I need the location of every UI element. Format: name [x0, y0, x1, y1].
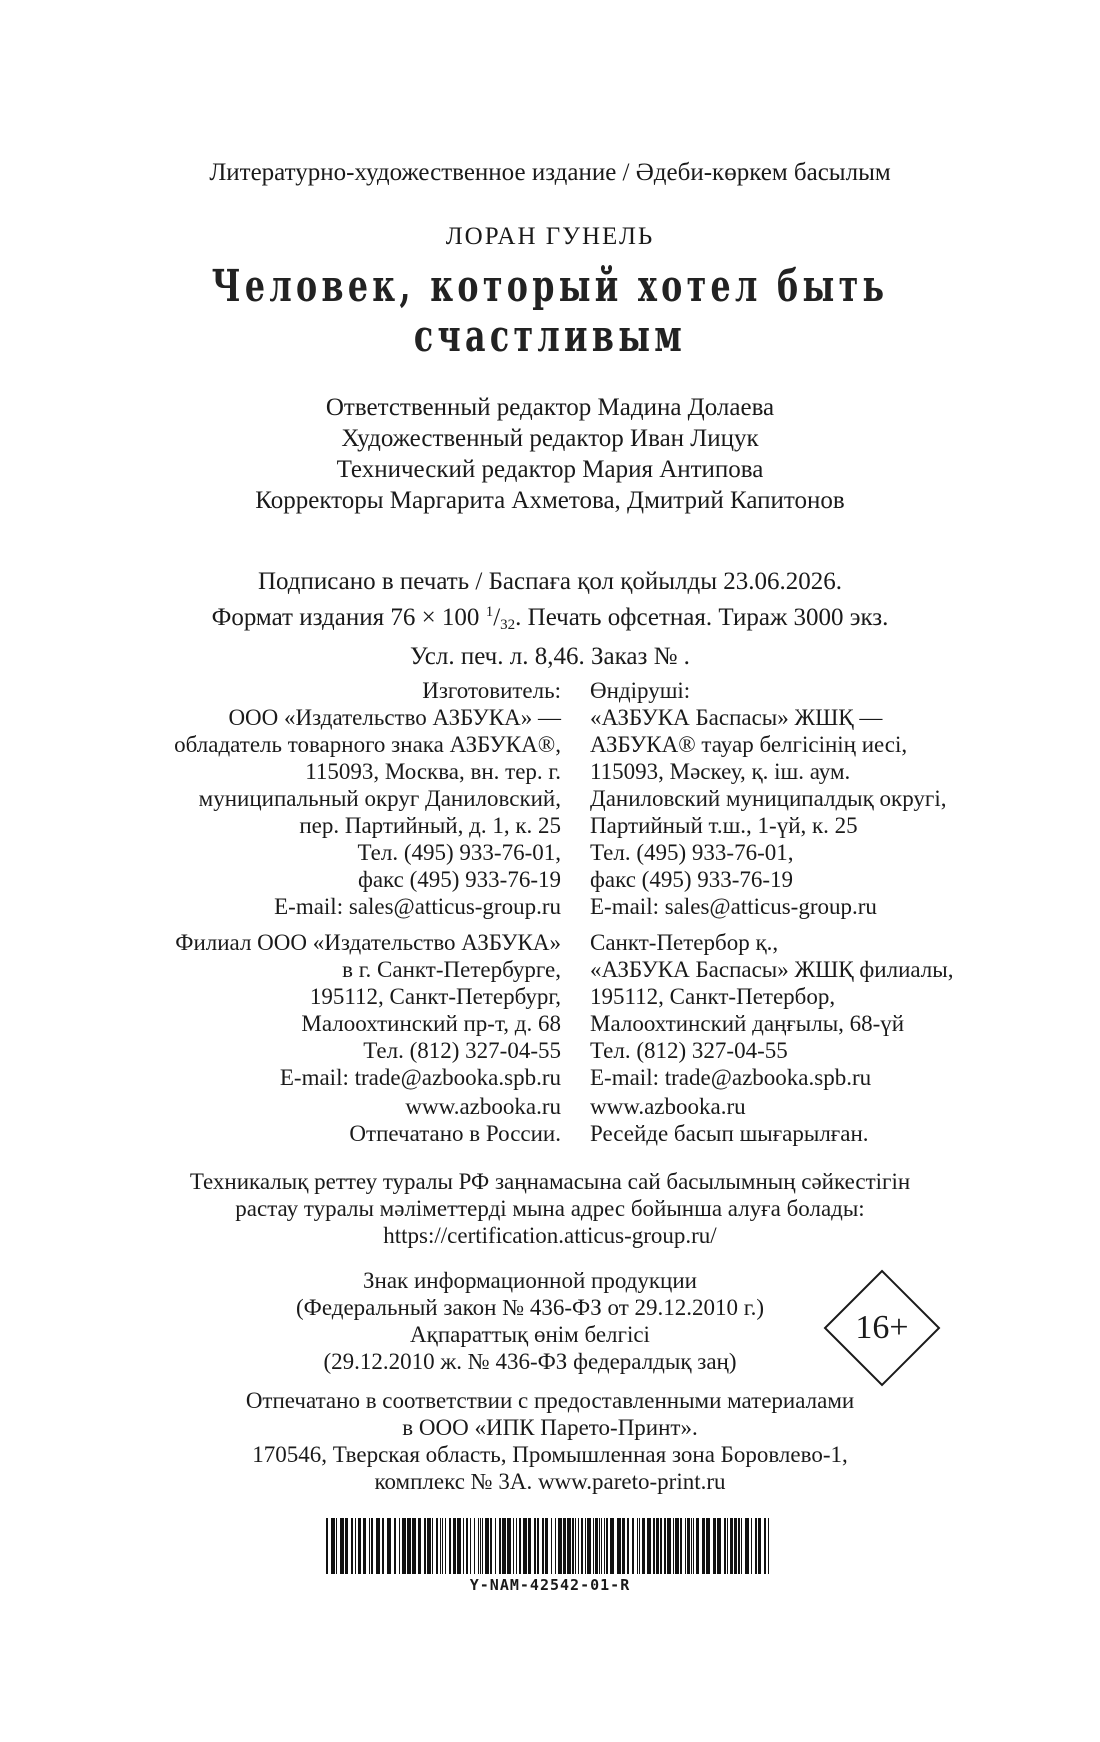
mfr-ru-line: пер. Партийный, д. 1, к. 25 [299, 813, 561, 838]
web-kz-url: www.azbooka.ru [590, 1094, 746, 1119]
barcode-bar [371, 1518, 373, 1574]
barcode-bar [537, 1518, 539, 1574]
barcode-bar [516, 1518, 517, 1574]
barcode-bar [331, 1518, 335, 1574]
barcode-bar [587, 1518, 591, 1574]
mfr-kz-line: «АЗБУКА Баспасы» ЖШҚ — [590, 705, 883, 730]
age-rating-text: 16+ [855, 1309, 909, 1346]
barcode-bar [581, 1518, 583, 1574]
barcode-bar [412, 1518, 416, 1574]
format-slash: / [493, 604, 501, 631]
barcode-bar [738, 1518, 740, 1574]
branch-ru-line: в г. Санкт-Петербурге, [342, 957, 561, 982]
barcode-bar [376, 1518, 380, 1574]
printer-line: в ООО «ИПК Парето-Принт». [402, 1415, 698, 1440]
age-rating-badge [822, 1268, 942, 1388]
barcode-bar [534, 1518, 536, 1574]
barcode-bar [693, 1518, 694, 1574]
printer-line: комплекс № 3А. www.pareto-print.ru [374, 1469, 726, 1494]
mfr-ru-line: ООО «Издательство АЗБУКА» — [228, 705, 561, 730]
barcode-bar [542, 1518, 544, 1574]
mfr-ru-line: 115093, Москва, вн. тер. г. [305, 759, 561, 784]
printer-line: Отпечатано в соответствии с предоставленными материалами [245, 1388, 855, 1413]
barcode-bar [445, 1518, 446, 1574]
barcode-bar [449, 1518, 451, 1574]
barcode-bar [407, 1518, 411, 1574]
barcode-bar [664, 1518, 666, 1574]
info-sign-line: Ақпараттық өнім белгісі [410, 1322, 650, 1347]
barcode-bar [463, 1518, 464, 1574]
manufacturer-kz [590, 677, 1070, 920]
branch-ru-line: 195112, Санкт-Петербург, [309, 984, 561, 1009]
barcode-bar [351, 1518, 353, 1574]
manufacturer-ru [40, 677, 561, 920]
format-denominator: 32 [500, 617, 516, 633]
barcode-bar [604, 1518, 605, 1574]
barcode-bar [523, 1518, 527, 1574]
barcode-bar [432, 1518, 433, 1574]
tech-url: https://certification.atticus-group.ru/ [383, 1223, 717, 1248]
book-title [154, 262, 946, 362]
mfr-ru-line: муниципальный округ Даниловский, [198, 786, 561, 811]
barcode-bar [660, 1518, 662, 1574]
branch-ru-line: E-mail: trade@azbooka.spb.ru [279, 1065, 561, 1090]
barcode-bar [578, 1518, 579, 1574]
barcode-bar [741, 1518, 742, 1574]
book-title-line-1: Человек, который хотел быть [211, 261, 889, 312]
credit-line: Корректоры Маргарита Ахметова, Дмитрий Капитонов [255, 487, 845, 514]
mfr-kz-line: Тел. (495) 933-76-01, [590, 840, 794, 865]
branch-kz-line: Малоохтинский даңғылы, 68-үй [590, 1011, 905, 1036]
signed-line: Подписано в печать / Баспаға қол қойылды 23.06.2026. [257, 568, 843, 595]
barcode-bar [691, 1518, 692, 1574]
tech-regulation [0, 1168, 1100, 1249]
barcode-bar [336, 1518, 337, 1574]
barcode-bar [601, 1518, 602, 1574]
barcode-bar [355, 1518, 356, 1574]
barcode-bar [617, 1518, 621, 1574]
mfr-kz-line: факс (495) 933-76-19 [590, 867, 794, 892]
branch-ru-line: Тел. (812) 327-04-55 [363, 1038, 561, 1063]
barcode-bar [713, 1518, 716, 1574]
barcode-bar [639, 1518, 640, 1574]
mfr-kz-line: Өндіруші: [590, 678, 691, 703]
info-sign-block [250, 1267, 810, 1375]
barcode-bar [745, 1518, 749, 1574]
barcode-bar [466, 1518, 468, 1574]
barcode-bar [436, 1518, 438, 1574]
mfr-ru-line: E-mail: sales@atticus-group.ru [274, 894, 561, 919]
barcode-bar [595, 1518, 598, 1574]
web-ru [40, 1093, 561, 1147]
barcode-bar [575, 1518, 576, 1574]
barcode-bar [627, 1518, 629, 1574]
barcode-bar [440, 1518, 441, 1574]
book-title-line-2: счастливым [413, 311, 687, 362]
barcode [326, 1518, 774, 1574]
barcode-bar [326, 1518, 328, 1574]
mfr-kz-line: 115093, Мәскеу, қ. іш. аум. [590, 759, 851, 784]
barcode-bar [345, 1518, 348, 1574]
info-sign-line: (Федеральный закон № 436-ФЗ от 29.12.2010 г.) [296, 1295, 764, 1320]
barcode-bar [363, 1518, 366, 1574]
barcode-bar [724, 1518, 726, 1574]
mfr-ru-line: Тел. (495) 933-76-01, [357, 840, 561, 865]
mfr-ru-line: обладатель товарного знака АЗБУКА®, [174, 732, 561, 757]
barcode-bar [734, 1518, 737, 1574]
barcode-bar [563, 1518, 566, 1574]
author-name: ЛОРАН ГУНЕЛЬ [445, 223, 655, 250]
barcode-bar [687, 1518, 690, 1574]
barcode-bar [424, 1518, 426, 1574]
barcode-bar [702, 1518, 705, 1574]
barcode-bar [558, 1518, 562, 1574]
format-numerator: 1 [485, 604, 494, 620]
credit-line: Художественный редактор Иван Лицук [341, 425, 759, 452]
info-sign-line: Знак информационной продукции [363, 1268, 697, 1293]
barcode-code: Y-NAM-42542-01-R [469, 1576, 631, 1594]
barcode-bar [442, 1518, 443, 1574]
barcode-bar [369, 1518, 370, 1574]
barcode-bar [567, 1518, 571, 1574]
barcode-bar [482, 1518, 483, 1574]
barcode-bar [585, 1518, 586, 1574]
web-ru-url: www.azbooka.ru [405, 1094, 561, 1119]
barcode-bar [727, 1518, 728, 1574]
barcode-bar [399, 1518, 400, 1574]
barcode-bar [572, 1518, 574, 1574]
barcode-bar [696, 1518, 699, 1574]
barcode-bar [394, 1518, 396, 1574]
barcode-bar [685, 1518, 686, 1574]
barcode-bar [764, 1518, 766, 1574]
barcode-bar [470, 1518, 471, 1574]
credit-line: Ответственный редактор Мадина Долаева [325, 394, 775, 421]
printer-line: 170546, Тверская область, Промышленная зона Боровлево-1, [252, 1442, 848, 1467]
barcode-bar [502, 1518, 506, 1574]
barcode-bar [680, 1518, 682, 1574]
barcode-bar [673, 1518, 674, 1574]
barcode-bar [490, 1518, 492, 1574]
barcode-bar [528, 1518, 531, 1574]
barcode-bar [545, 1518, 548, 1574]
mfr-ru-line: факс (495) 933-76-19 [357, 867, 561, 892]
barcode-bar [667, 1518, 671, 1574]
barcode-bar [474, 1518, 475, 1574]
barcode-bar [555, 1518, 556, 1574]
sheets-line: Усл. печ. л. 8,46. Заказ № . [410, 643, 690, 670]
branch-kz [590, 929, 1070, 1091]
barcode-bar [606, 1518, 608, 1574]
barcode-bar [768, 1518, 769, 1574]
barcode-bar [387, 1518, 391, 1574]
mfr-kz-line: E-mail: sales@atticus-group.ru [590, 894, 877, 919]
barcode-bar [637, 1518, 638, 1574]
info-sign-line: (29.12.2010 ж. № 436-ФЗ федералдық заң) [323, 1349, 737, 1374]
barcode-bar [599, 1518, 600, 1574]
barcode-bar [340, 1518, 344, 1574]
barcode-bar [642, 1518, 645, 1574]
barcode-bar [358, 1518, 361, 1574]
barcode-bar [593, 1518, 594, 1574]
barcode-bar [632, 1518, 634, 1574]
barcode-bar [513, 1518, 514, 1574]
branch-kz-line: E-mail: trade@azbooka.spb.ru [590, 1065, 872, 1090]
printer-block [0, 1387, 1100, 1495]
mfr-kz-line: АЗБУКА® тауар белгісінің иесі, [590, 732, 908, 757]
barcode-bar [519, 1518, 521, 1574]
edition-type: Литературно-художественное издание / Әдеби-көркем басылым [209, 159, 891, 186]
barcode-bar [755, 1518, 757, 1574]
barcode-bar [382, 1518, 384, 1574]
barcode-bar [551, 1518, 552, 1574]
barcode-bar [751, 1518, 752, 1574]
barcode-bar [453, 1518, 456, 1574]
mfr-ru-line: Изготовитель: [422, 678, 561, 703]
barcode-bar [480, 1518, 481, 1574]
format-prefix: Формат издания 76 × 100 [211, 604, 486, 631]
barcode-bar [717, 1518, 721, 1574]
barcode-bar [499, 1518, 501, 1574]
barcode-bar [706, 1518, 710, 1574]
barcode-bar [647, 1518, 651, 1574]
branch-kz-line: Тел. (812) 327-04-55 [590, 1038, 788, 1063]
barcode-bar [507, 1518, 511, 1574]
barcode-bar [402, 1518, 406, 1574]
barcode-bar [653, 1518, 655, 1574]
barcode-bar [656, 1518, 659, 1574]
barcode-bar [478, 1518, 479, 1574]
barcode-bar [730, 1518, 733, 1574]
tech-line: растау туралы мәліметтерді мына адрес бойынша алуға болады: [235, 1196, 865, 1221]
branch-ru-line: Малоохтинский пр-т, д. 68 [301, 1011, 561, 1036]
barcode-bar [457, 1518, 461, 1574]
barcode-bar [418, 1518, 421, 1574]
barcode-bar [495, 1518, 496, 1574]
tech-line: Техникалық реттеу туралы РФ заңнамасына сай басылымның сәйкестігін [189, 1169, 911, 1194]
credit-line: Технический редактор Мария Антипова [336, 456, 764, 483]
branch-kz-line: «АЗБУКА Баспасы» ЖШҚ филиалы, [590, 957, 954, 982]
barcode-bar [610, 1518, 614, 1574]
barcode-bar [485, 1518, 489, 1574]
format-line [0, 597, 1100, 641]
web-kz-printed: Ресейде басып шығарылған. [590, 1121, 869, 1146]
branch-ru [40, 929, 561, 1091]
print-info-block [0, 566, 1100, 672]
branch-kz-line: Санкт-Петербор қ., [590, 930, 779, 955]
web-ru-printed: Отпечатано в России. [349, 1121, 561, 1146]
barcode-bar [622, 1518, 625, 1574]
branch-kz-line: 195112, Санкт-Петербор, [590, 984, 836, 1009]
barcode-bar [675, 1518, 679, 1574]
credits-block [0, 392, 1100, 516]
mfr-kz-line: Партийный т.ш., 1-үй, к. 25 [590, 813, 858, 838]
mfr-kz-line: Даниловский муниципалдық округі, [590, 786, 947, 811]
web-kz [590, 1093, 1070, 1147]
format-suffix: . Печать офсетная. Тираж 3000 экз. [515, 604, 889, 631]
branch-ru-line: Филиал ООО «Издательство АЗБУКА» [175, 930, 561, 955]
barcode-bar [427, 1518, 431, 1574]
barcode-bar [758, 1518, 761, 1574]
